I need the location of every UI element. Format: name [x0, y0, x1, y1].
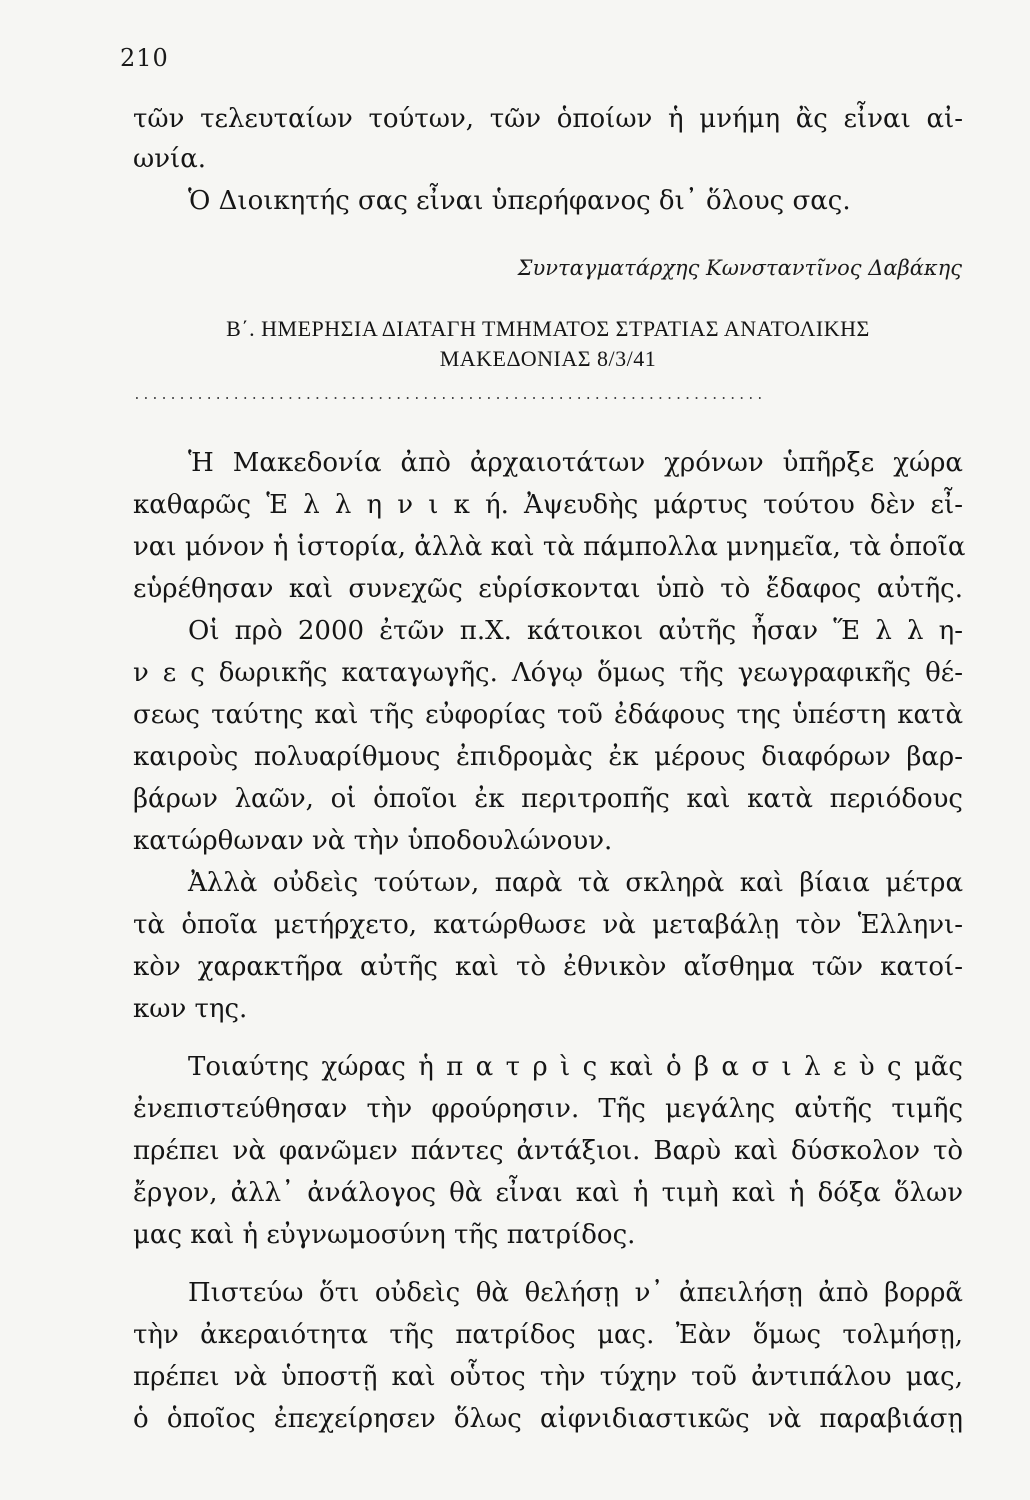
text-line: κατώρθωναν νὰ τὴν ὑποδουλώνουν. [133, 826, 613, 856]
text-line: βάρων λαῶν, οἱ ὁποῖοι ἐκ περιτροπῆς καὶ κατὰ περιόδους [133, 784, 963, 814]
text-line: τὴν ἀκεραιότητα τῆς πατρίδος μας. Ἐὰν ὅμως τολμήσῃ, [133, 1320, 963, 1350]
text-line: εὑρέθησαν καὶ συνεχῶς εὑρίσκονται ὑπὸ τὸ ἔδαφος αὐτῆς. [133, 574, 963, 604]
text-line: κων της. [133, 994, 248, 1024]
text-line: Πιστεύω ὅτι οὐδεὶς θὰ θελήσῃ ν᾽ ἀπειλήσῃ ἀπὸ βορρᾶ [188, 1278, 963, 1308]
text-line: ωνία. [133, 144, 207, 174]
text-line: τὰ ὁποῖα μετήρχετο, κατώρθωσε νὰ μεταβάλῃ τὸν Ἑλληνι- [133, 910, 963, 940]
text-line: κὸν χαρακτῆρα αὐτῆς καὶ τὸ ἐθνικὸν αἴσθημα τῶν κατοί- [133, 952, 963, 982]
page-number: 210 [120, 44, 169, 72]
text-line: μας καὶ ἡ εὐγνωμοσύνη τῆς πατρίδος. [133, 1220, 636, 1250]
ellipsis-divider: ...................................................................... [133, 388, 765, 403]
section-heading: Β΄. ΗΜΕΡΗΣΙΑ ΔΙΑΤΑΓΗ ΤΜΗΜΑΤΟΣ ΣΤΡΑΤΙΑΣ ΑΝΑΤΟΛΙΚΗΣ [226, 316, 870, 341]
text-line: ἐνεπιστεύθησαν τὴν φρούρησιν. Τῆς μεγάλης αὐτῆς τιμῆς [133, 1094, 963, 1124]
text-line: πρέπει νὰ φανῶμεν πάντες ἀντάξιοι. Βαρὺ καὶ δύσκολον τὸ [133, 1136, 963, 1166]
text-line: Ἀλλὰ οὐδεὶς τούτων, παρὰ τὰ σκληρὰ καὶ βίαια μέτρα [188, 868, 963, 898]
text-line: καθαρῶς Ἑ λ λ η ν ι κ ή. Ἀψευδὴς μάρτυς τούτου δὲν εἶ- [133, 490, 963, 520]
text-line: ν ε ς δωρικῆς καταγωγῆς. Λόγῳ ὅμως τῆς γεωγραφικῆς θέ- [133, 658, 963, 688]
text-line: ἔργον, ἀλλ᾽ ἀνάλογος θὰ εἶναι καὶ ἡ τιμὴ καὶ ἡ δόξα ὅλων [133, 1178, 963, 1208]
text-line: ὁ ὁποῖος ἐπεχείρησεν ὅλως αἰφνιδιαστικῶς νὰ παραβιάσῃ [133, 1404, 963, 1434]
text-line: Οἱ πρὸ 2000 ἐτῶν π.Χ. κάτοικοι αὐτῆς ἦσαν Ἕ λ λ η- [188, 616, 963, 646]
text-line: καιροὺς πολυαρίθμους ἐπιδρομὰς ἐκ μέρους διαφόρων βαρ- [133, 742, 963, 772]
text-line: πρέπει νὰ ὑποστῇ καὶ οὗτος τὴν τύχην τοῦ ἀντιπάλου μας, [133, 1362, 963, 1392]
text-line: τῶν τελευταίων τούτων, τῶν ὁποίων ἡ μνήμη ἂς εἶναι αἰ- [133, 104, 963, 134]
text-line: Ὁ Διοικητής σας εἶναι ὑπερήφανος δι᾽ ὅλους σας. [188, 186, 851, 216]
signature-line: Συνταγματάρχης Κωνσταντῖνος Δαβάκης [517, 256, 962, 280]
text-line: Τοιαύτης χώρας ἡ π α τ ρ ὶ ς καὶ ὁ β α σ ι λ ε ὺ ς μᾶς [188, 1052, 963, 1082]
text-line: Ἡ Μακεδονία ἀπὸ ἀρχαιοτάτων χρόνων ὑπῆρξε χώρα [188, 448, 963, 478]
section-heading-date: ΜΑΚΕΔΟΝΙΑΣ 8/3/41 [439, 346, 657, 371]
text-line: σεως ταύτης καὶ τῆς εὐφορίας τοῦ ἐδάφους της ὑπέστη κατὰ [133, 700, 963, 730]
text-line: ναι μόνον ἡ ἱστορία, ἀλλὰ καὶ τὰ πάμπολλα μνημεῖα, τὰ ὁποῖα [133, 532, 966, 562]
